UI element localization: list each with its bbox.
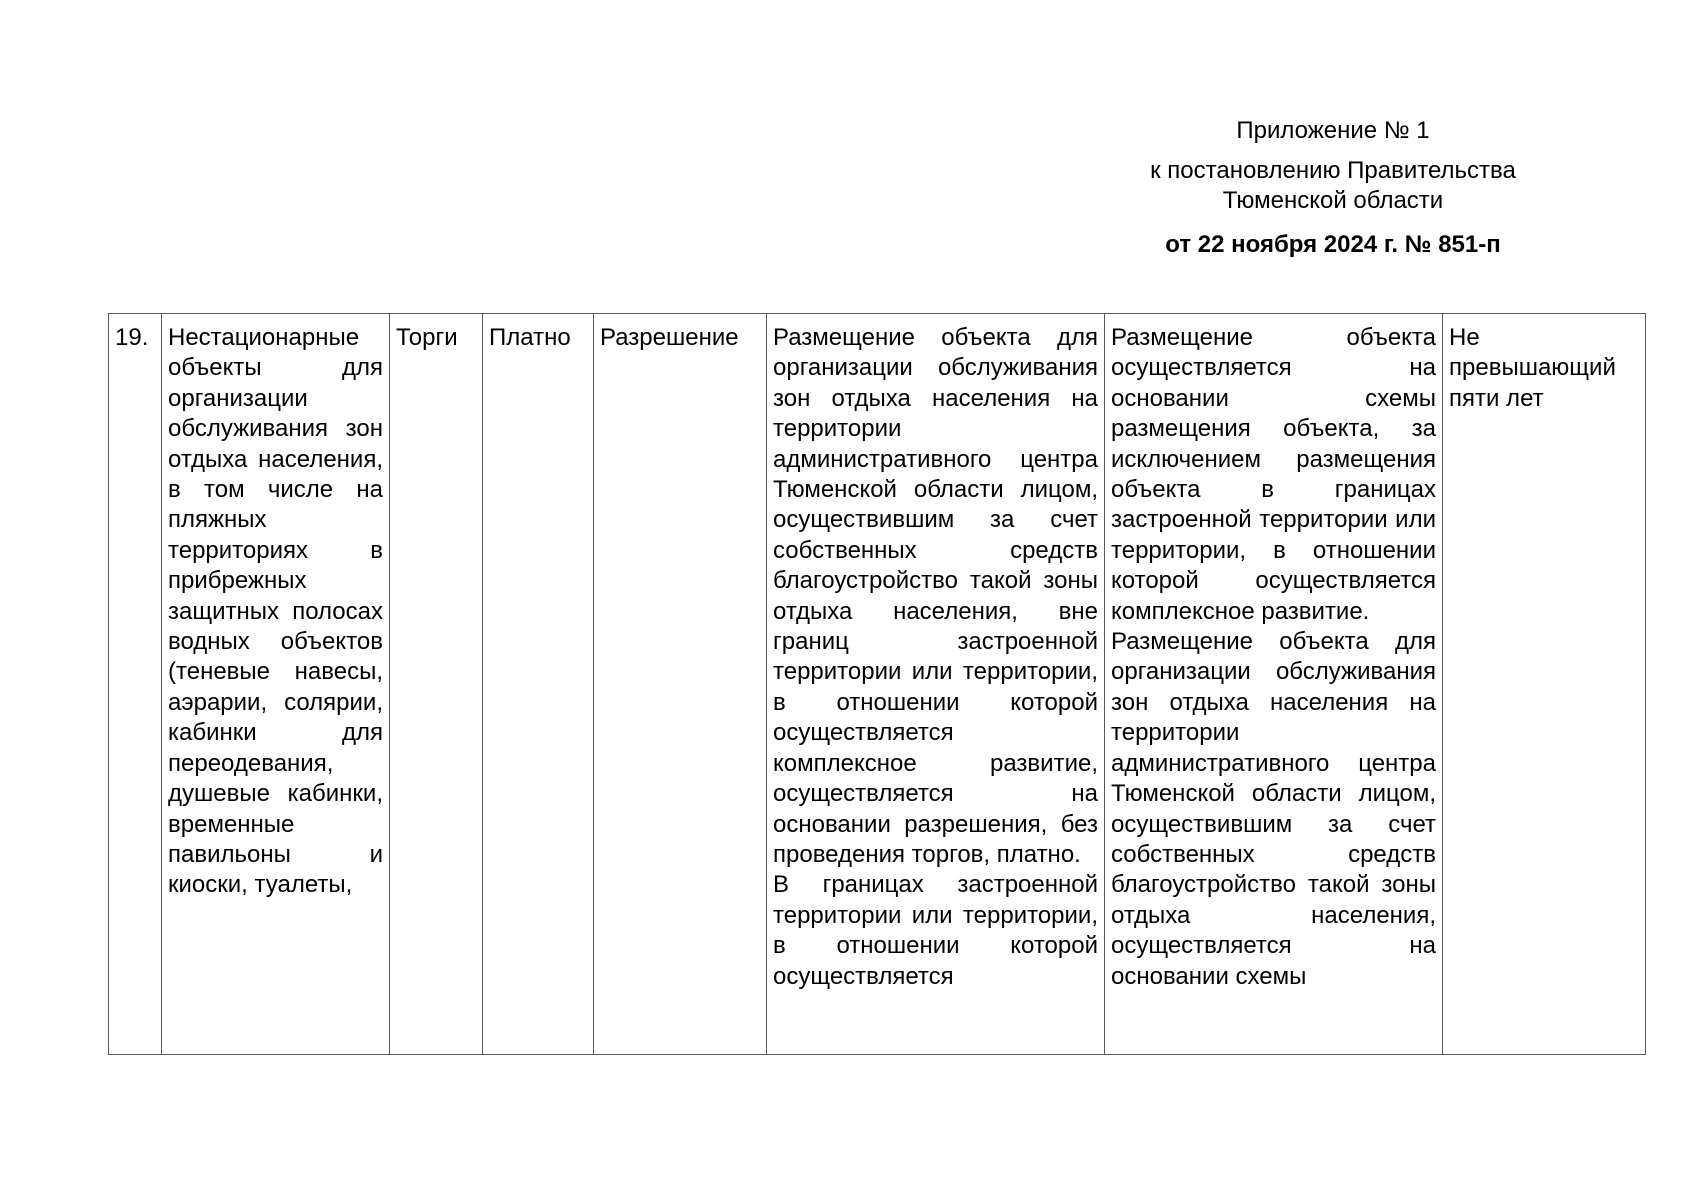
- placement-table: [108, 313, 1646, 1055]
- table-row: [109, 314, 1646, 1055]
- document-type-cell: Разрешение: [594, 314, 767, 1055]
- document-header: [1120, 116, 1546, 260]
- object-type-cell: [162, 314, 390, 1055]
- basis-paragraph-2: Размещение объекта для организации обслуживания зон отдыха населения на территории административного центра Тюменской области лицом, осуществившим за счет собственных средств благоустройство такой зоны отдыха населения, осуществляется на основании схемы: [1111, 628, 1436, 990]
- placement-basis-cell: [1105, 314, 1443, 1055]
- placement-method-cell: Торги: [390, 314, 483, 1055]
- condition-paragraph-1: Размещение объекта для организации обслуживания зон отдыха населения на территории административного центра Тюменской области лицом, осуществившим за счет собственных средств благоустройство такой зоны отдыха населения, вне границ застроенной территории или территории, в отношении которой осуществляется комплексное развитие, осуществляется на основании разрешения, без проведения торгов, платно.: [773, 324, 1098, 868]
- placement-condition-cell: [767, 314, 1105, 1055]
- resolution-reference: к постановлению Правительства: [1150, 157, 1516, 184]
- basis-paragraph-1: Размещение объекта осуществляется на основании схемы размещения объекта, за исключением размещения объекта в границах застроенной территории или территории, в отношении которой осуществляется комплексное развитие.: [1111, 324, 1436, 625]
- placement-term-cell: Не превышающий пяти лет: [1443, 314, 1646, 1055]
- payment-cell: Платно: [483, 314, 594, 1055]
- condition-paragraph-2: В границах застроенной территории или территории, в отношении которой осуществляется: [773, 871, 1098, 990]
- object-type-text: Нестационарные объекты для организации обслуживания зон отдыха населения, в том числе на пляжных территориях в прибрежных защитных полосах водных объектов (теневые навесы, аэрарии, солярии, кабинки для переодевания, душевые кабинки, временные павильоны и киоски, туалеты,: [168, 324, 383, 899]
- row-number: 19.: [109, 314, 162, 1055]
- resolution-date: от 22 ноября 2024 г. № 851-п: [1165, 231, 1501, 258]
- appendix-title: Приложение № 1: [1236, 117, 1430, 144]
- region-name: Тюменской области: [1222, 187, 1444, 214]
